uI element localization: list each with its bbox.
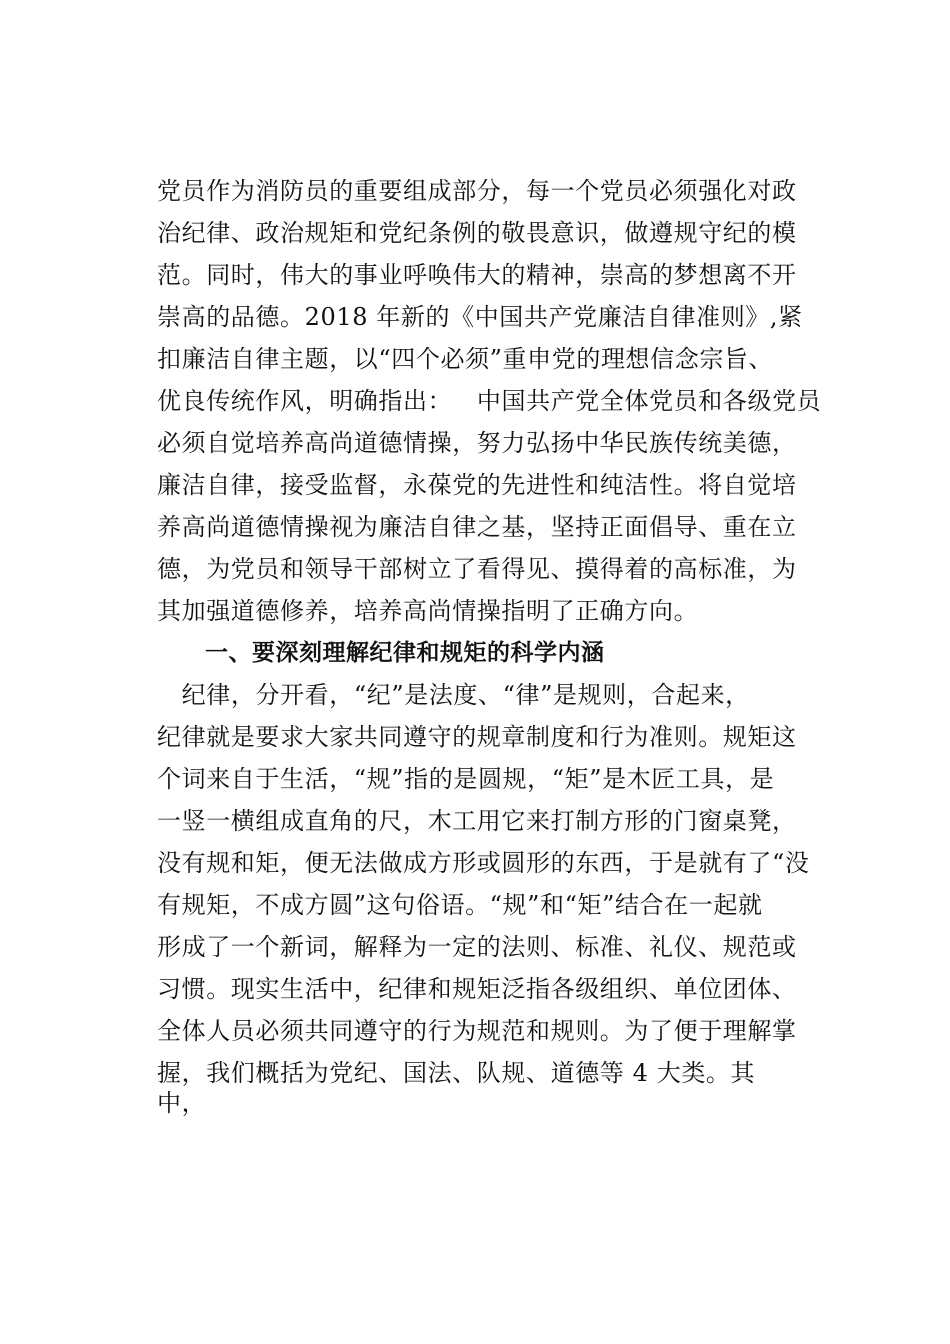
paragraph-line: 纪律就是要求大家共同遵守的规章制度和行为准则。规矩这 [157,723,797,751]
paragraph-line: 崇高的品德。2018 年新的《中国共产党廉洁自律准则》,紧 [157,303,803,331]
paragraph-line: 养高尚道德情操视为廉洁自律之基，坚持正面倡导、重在立 [157,513,797,541]
paragraph-line: 形成了一个新词，解释为一定的法则、标准、礼仪、规范或 [157,933,797,961]
paragraph-line: 纪律，分开看，“纪”是法度、“律”是规则，合起来， [157,681,750,709]
paragraph-line: 治纪律、政治规矩和党纪条例的敬畏意识，做遵规守纪的模 [157,219,797,247]
paragraph-line: 握，我们概括为党纪、国法、队规、道德等 4 大类。其 [157,1059,756,1087]
paragraph-line: 有规矩，不成方圆”这句俗语。“规”和“矩”结合在一起就 [157,891,763,919]
paragraph-line: 中， [157,1089,207,1117]
paragraph-line: 必须自觉培养高尚道德情操，努力弘扬中华民族传统美德， [157,429,797,457]
section-heading: 一、要深刻理解纪律和规矩的科学内涵 [205,640,605,666]
paragraph-line: 习惯。现实生活中，纪律和规矩泛指各级组织、单位团体、 [157,975,797,1003]
paragraph-line: 党员作为消防员的重要组成部分，每一个党员必须强化对政 [157,177,797,205]
paragraph-line: 其加强道德修养，培养高尚情操指明了正确方向。 [157,597,699,625]
paragraph-line: 扣廉洁自律主题，以“四个必须”重申党的理想信念宗旨、 [157,345,774,373]
paragraph-line: 优良传统作风，明确指出： 中国共产党全体党员和各级党员 [157,387,822,415]
paragraph-line: 德，为党员和领导干部树立了看得见、摸得着的高标准，为 [157,555,797,583]
paragraph-line: 范。同时，伟大的事业呼唤伟大的精神，崇高的梦想离不开 [157,261,797,289]
paragraph-line: 个词来自于生活，“规”指的是圆规，“矩”是木匠工具，是 [157,765,775,793]
paragraph-line: 一竖一横组成直角的尺，木工用它来打制方形的门窗桌凳， [157,807,797,835]
paragraph-line: 廉洁自律，接受监督，永葆党的先进性和纯洁性。将自觉培 [157,471,797,499]
paragraph-line: 全体人员必须共同遵守的行为规范和规则。为了便于理解掌 [157,1017,797,1045]
paragraph-line: 没有规和矩，便无法做成方形或圆形的东西，于是就有了“没 [157,849,810,877]
